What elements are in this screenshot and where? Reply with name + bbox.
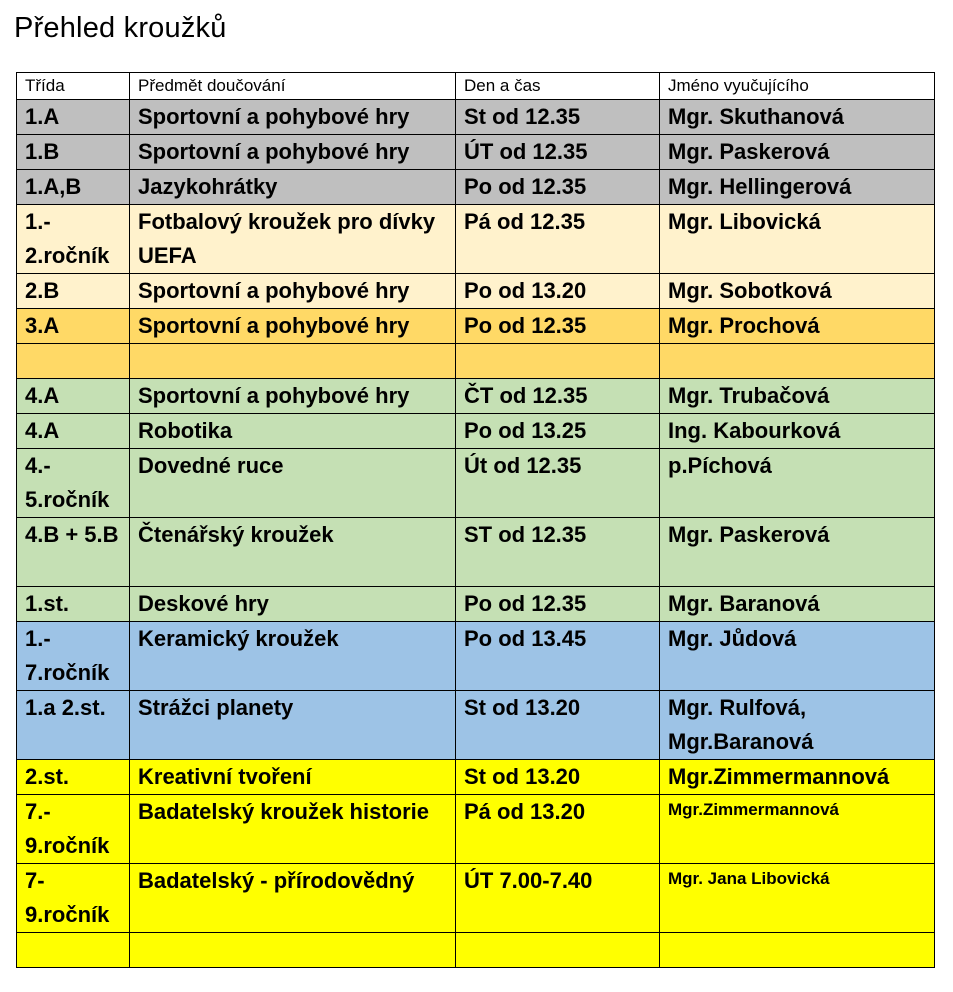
cell-den-cas: Po od 12.35 [456,309,660,344]
table-row [17,309,935,344]
cell-predmet [130,933,456,968]
table-row [17,518,935,587]
cell-jmeno [660,933,935,968]
cell-jmeno: Mgr. Paskerová [660,518,935,587]
cell-predmet [130,344,456,379]
cell-den-cas: Po od 13.25 [456,414,660,449]
table-row [17,622,935,691]
cell-trida [17,344,130,379]
cell-jmeno: Mgr. Prochová [660,309,935,344]
table-row [17,205,935,274]
cell-den-cas: ČT od 12.35 [456,379,660,414]
cell-jmeno: Mgr. Jana Libovická [660,864,935,933]
cell-predmet: Kreativní tvoření [130,760,456,795]
cell-predmet: Sportovní a pohybové hry [130,309,456,344]
cell-predmet: Keramický kroužek [130,622,456,691]
header-den-cas: Den a čas [456,73,660,100]
cell-den-cas [456,344,660,379]
cell-den-cas: St od 12.35 [456,100,660,135]
cell-predmet: Robotika [130,414,456,449]
cell-trida: 1.st. [17,587,130,622]
table-row-empty [17,344,935,379]
cell-jmeno: p.Píchová [660,449,935,518]
cell-trida: 7.- 9.ročník [17,795,130,864]
cell-predmet: Sportovní a pohybové hry [130,100,456,135]
cell-predmet: Badatelský - přírodovědný [130,864,456,933]
cell-jmeno: Mgr. Paskerová [660,135,935,170]
cell-jmeno: Mgr. Libovická [660,205,935,274]
cell-trida: 4.A [17,414,130,449]
cell-predmet: Jazykohrátky [130,170,456,205]
table-row [17,170,935,205]
table-header-row [17,73,935,100]
cell-trida: 1.- 7.ročník [17,622,130,691]
cell-den-cas [456,933,660,968]
cell-den-cas: St od 13.20 [456,760,660,795]
cell-predmet: Fotbalový kroužek pro dívky UEFA [130,205,456,274]
cell-jmeno: Mgr. Baranová [660,587,935,622]
cell-predmet: Čtenářský kroužek [130,518,456,587]
cell-jmeno: Ing. Kabourková [660,414,935,449]
cell-jmeno: Mgr. Trubačová [660,379,935,414]
cell-den-cas: St od 13.20 [456,691,660,760]
page-title: Přehled kroužků [14,12,227,44]
cell-den-cas: Po od 13.45 [456,622,660,691]
cell-trida: 7- 9.ročník [17,864,130,933]
cell-jmeno [660,344,935,379]
table-row-empty [17,933,935,968]
cell-den-cas: Po od 12.35 [456,587,660,622]
clubs-table [16,72,935,968]
cell-trida: 1.A [17,100,130,135]
cell-den-cas: Pá od 12.35 [456,205,660,274]
header-predmet: Předmět doučování [130,73,456,100]
cell-predmet: Deskové hry [130,587,456,622]
cell-predmet: Badatelský kroužek historie [130,795,456,864]
cell-trida: 2.B [17,274,130,309]
cell-trida: 2.st. [17,760,130,795]
cell-den-cas: ST od 12.35 [456,518,660,587]
cell-trida: 3.A [17,309,130,344]
cell-den-cas: ÚT od 12.35 [456,135,660,170]
cell-jmeno: Mgr. Rulfová, Mgr.Baranová [660,691,935,760]
cell-predmet: Sportovní a pohybové hry [130,274,456,309]
table-row [17,587,935,622]
cell-jmeno: Mgr. Sobotková [660,274,935,309]
table-row [17,449,935,518]
cell-trida: 1.B [17,135,130,170]
cell-predmet: Strážci planety [130,691,456,760]
cell-trida: 4.A [17,379,130,414]
cell-jmeno: Mgr. Jůdová [660,622,935,691]
cell-trida [17,933,130,968]
table-row [17,135,935,170]
table-row [17,379,935,414]
cell-den-cas: ÚT 7.00-7.40 [456,864,660,933]
cell-predmet: Sportovní a pohybové hry [130,135,456,170]
cell-jmeno: Mgr. Hellingerová [660,170,935,205]
cell-jmeno: Mgr.Zimmermannová [660,795,935,864]
cell-den-cas: Pá od 13.20 [456,795,660,864]
cell-jmeno: Mgr.Zimmermannová [660,760,935,795]
header-jmeno: Jméno vyučujícího [660,73,935,100]
cell-trida: 1.A,B [17,170,130,205]
cell-predmet: Dovedné ruce [130,449,456,518]
table-row [17,864,935,933]
cell-trida: 1.a 2.st. [17,691,130,760]
table-row [17,691,935,760]
cell-trida: 4.B + 5.B [17,518,130,587]
table-row [17,100,935,135]
cell-trida: 1.- 2.ročník [17,205,130,274]
table-row [17,795,935,864]
cell-predmet: Sportovní a pohybové hry [130,379,456,414]
table-row [17,414,935,449]
cell-jmeno: Mgr. Skuthanová [660,100,935,135]
table-row [17,274,935,309]
cell-den-cas: Út od 12.35 [456,449,660,518]
cell-den-cas: Po od 12.35 [456,170,660,205]
header-trida: Třída [17,73,130,100]
table-row [17,760,935,795]
cell-trida: 4.- 5.ročník [17,449,130,518]
cell-den-cas: Po od 13.20 [456,274,660,309]
